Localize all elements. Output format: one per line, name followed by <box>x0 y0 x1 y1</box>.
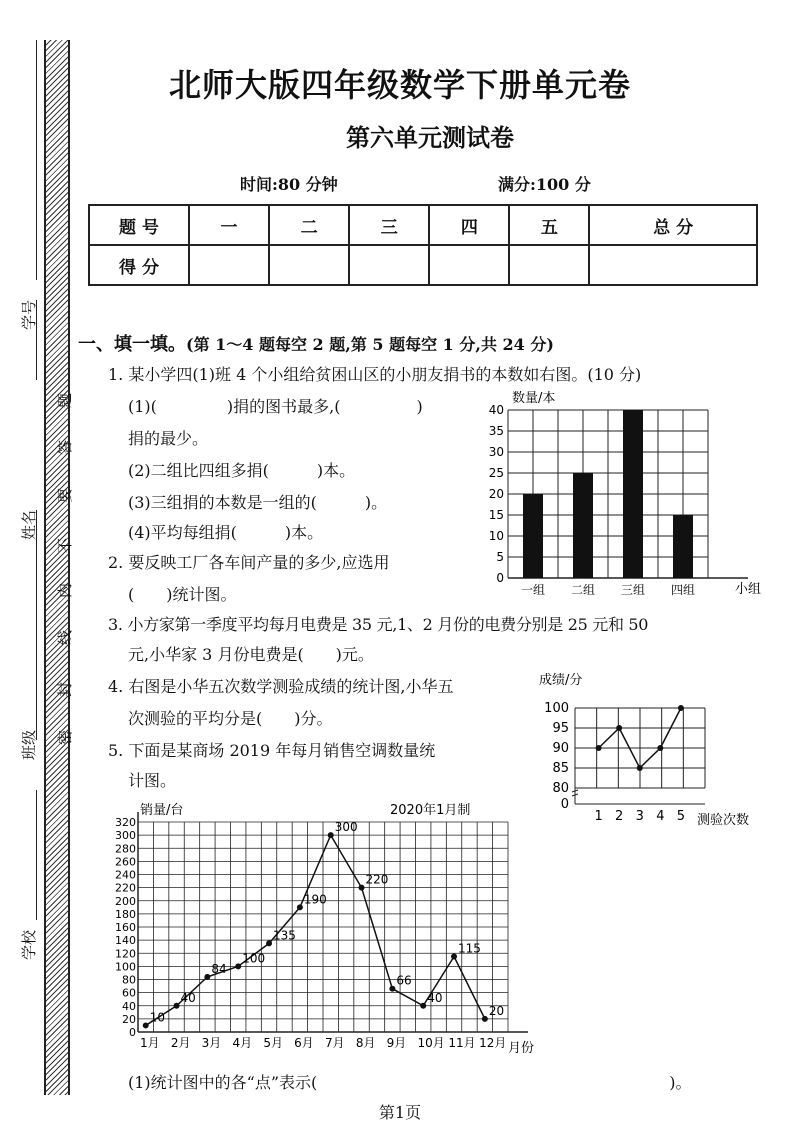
y-tick-label: 200 <box>115 894 136 908</box>
y-tick-label: 0 <box>560 797 569 812</box>
data-point <box>297 904 303 910</box>
line-chart-sales <box>108 800 568 1062</box>
score-cell[interactable] <box>189 245 269 285</box>
y-tick-label: 10 <box>488 529 504 543</box>
y-tick-label: 0 <box>496 571 504 585</box>
x-tick-label: 三组 <box>620 583 646 597</box>
score-table-score-row <box>89 245 757 285</box>
data-point <box>266 940 272 946</box>
school-label: 学校 <box>20 929 38 960</box>
table-header-cell: 四 <box>429 205 509 245</box>
x-tick-label: 一组 <box>520 583 546 597</box>
page-subtitle: 第六单元测试卷 <box>346 124 514 152</box>
x-tick-label: 11月 <box>448 1036 476 1050</box>
x-tick-label: 4月 <box>232 1036 253 1050</box>
sales-chart-xlabel: 月份 <box>508 1041 535 1056</box>
data-point <box>657 745 663 751</box>
y-tick-label: 100 <box>544 701 569 716</box>
bar <box>523 494 543 578</box>
y-tick-label: 160 <box>115 921 136 934</box>
seal-char: 题 <box>56 392 74 408</box>
y-tick-label: 40 <box>488 403 504 417</box>
data-point <box>616 725 622 731</box>
data-label: 115 <box>458 941 481 956</box>
data-label: 40 <box>427 990 443 1005</box>
score-cell[interactable] <box>429 245 509 285</box>
table-header-cell: 三 <box>349 205 429 245</box>
x-tick-label: 二组 <box>570 583 596 597</box>
y-tick-label: 0 <box>129 1026 136 1039</box>
q1-1-part-b: )捐的图书最多,( <box>226 397 341 416</box>
bar-chart-xlabel: 小组 <box>735 582 762 597</box>
bar-chart-books <box>470 388 790 603</box>
data-label: 10 <box>149 1010 165 1025</box>
seal-char: 要 <box>56 487 74 503</box>
table-header-cell: 总 分 <box>589 205 757 245</box>
section-note: (第 1～4 题每空 2 题,第 5 题每空 1 分,共 24 分) <box>186 335 554 354</box>
table-header-cell: 一 <box>189 205 269 245</box>
y-tick-label: 80 <box>122 973 136 987</box>
question-2-cont: ( )统计图。 <box>128 585 237 604</box>
score-cell[interactable] <box>269 245 349 285</box>
page-number: 第1页 <box>378 1103 422 1122</box>
exam-time: 时间:80 分钟 <box>240 175 338 194</box>
x-tick-label: 8月 <box>355 1036 376 1050</box>
table-header-cell: 题 号 <box>89 205 189 245</box>
y-tick-label: 85 <box>552 761 569 776</box>
seal-char: 密 <box>56 729 74 745</box>
x-tick-label: 6月 <box>294 1036 314 1050</box>
x-tick-label: 7月 <box>325 1036 345 1050</box>
y-tick-label: 280 <box>115 842 136 856</box>
y-tick-label: 90 <box>552 741 569 756</box>
seal-char: 不 <box>56 537 74 553</box>
data-point <box>143 1022 149 1028</box>
x-tick-label: 1 <box>594 809 603 824</box>
full-score: 满分:100 分 <box>498 175 591 194</box>
binding-strip <box>44 40 70 1095</box>
question-2: 2. 要反映工厂各车间产量的多少,应选用 <box>108 553 390 572</box>
y-tick-label: 180 <box>115 907 136 921</box>
y-tick-label: 240 <box>115 868 136 882</box>
school-line <box>36 790 37 920</box>
y-tick-label: 320 <box>115 816 136 829</box>
score-chart-xlabel: 测验次数 <box>697 813 750 828</box>
q1-1-part-a: (1)( <box>128 397 157 416</box>
sales-chart-ylabel: 销量/台 <box>140 803 184 818</box>
data-point <box>678 705 684 711</box>
section-heading: 一、填一填。 <box>78 334 186 355</box>
data-point <box>359 885 365 891</box>
y-tick-label: 140 <box>115 934 136 948</box>
class-label: 班级 <box>20 729 38 760</box>
class-line <box>36 510 37 740</box>
question-1-1-cont: 捐的最少。 <box>128 429 209 448</box>
y-tick-label: 80 <box>552 781 569 796</box>
data-label: 220 <box>365 872 389 887</box>
score-cell[interactable] <box>589 245 757 285</box>
y-tick-label: 20 <box>488 487 504 501</box>
y-tick-label: 35 <box>488 424 504 438</box>
x-tick-label: 2 <box>615 809 624 824</box>
score-cell[interactable] <box>509 245 589 285</box>
x-tick-label: 1月 <box>140 1036 160 1050</box>
x-tick-label: 9月 <box>386 1036 407 1050</box>
y-tick-label: 260 <box>115 855 136 869</box>
data-point <box>420 1003 426 1009</box>
data-point <box>451 954 457 960</box>
data-point <box>174 1003 180 1009</box>
question-1-2: (2)二组比四组多捐( )本。 <box>128 461 356 480</box>
data-point <box>637 765 643 771</box>
data-label: 40 <box>180 990 196 1005</box>
y-tick-label: 120 <box>115 947 136 961</box>
y-tick-label: 300 <box>115 829 136 843</box>
table-row-label: 得 分 <box>89 245 189 285</box>
question-3: 3. 小方家第一季度平均每月电费是 35 元,1、2 月份的电费分别是 25 元和 50 <box>108 615 649 634</box>
question-1: 1. 某小学四(1)班 4 个小组给贫困山区的小朋友捐书的本数如右图。(10 分) <box>108 365 642 384</box>
x-tick-label: 2月 <box>170 1036 191 1050</box>
score-table-header-row <box>89 205 757 245</box>
sales-chart-annotation: 2020年1月制 <box>390 803 471 818</box>
data-label: 100 <box>242 951 266 966</box>
score-chart-ylabel: 成绩/分 <box>539 673 583 688</box>
data-label: 190 <box>303 892 327 907</box>
data-label: 20 <box>488 1003 505 1018</box>
data-label: 66 <box>396 973 412 988</box>
bar <box>623 410 643 578</box>
data-label: 84 <box>211 961 227 976</box>
question-1-3: (3)三组捐的本数是一组的( )。 <box>128 493 388 512</box>
name-label: 姓名 <box>20 509 38 540</box>
seal-char: 封 <box>56 681 74 697</box>
bar <box>673 515 693 578</box>
y-tick-label: 15 <box>488 508 504 522</box>
seal-char: 答 <box>56 439 74 455</box>
q1-1-part-c: ) <box>416 397 423 416</box>
score-table <box>88 204 758 286</box>
data-point <box>482 1016 488 1022</box>
x-tick-label: 5月 <box>263 1036 283 1050</box>
x-tick-label: 3月 <box>201 1036 222 1050</box>
y-tick-label: 40 <box>122 999 136 1013</box>
y-tick-label: 5 <box>496 550 504 564</box>
score-cell[interactable] <box>349 245 429 285</box>
bar <box>573 473 593 578</box>
question-1-1 <box>128 394 423 417</box>
table-header-cell: 五 <box>509 205 589 245</box>
x-tick-label: 5 <box>676 809 686 824</box>
question-3-cont: 元,小华家 3 月份电费是( )元。 <box>128 645 374 664</box>
question-4-cont: 次测验的平均分是( )分。 <box>128 709 333 728</box>
question-1-4: (4)平均每组捐( )本。 <box>128 523 324 542</box>
data-point <box>328 832 334 838</box>
seal-char: 内 <box>56 582 74 598</box>
data-point <box>596 745 602 751</box>
y-tick-label: 25 <box>488 466 504 480</box>
seal-char: 线 <box>56 629 74 645</box>
table-header-cell: 二 <box>269 205 349 245</box>
y-tick-label: 20 <box>122 1012 136 1026</box>
bar-chart-ylabel: 数量/本 <box>512 391 556 406</box>
student-id-label: 学号 <box>20 299 38 330</box>
line-chart-scores <box>535 668 795 833</box>
y-tick-label: 60 <box>122 986 136 1000</box>
data-point <box>204 974 210 980</box>
y-tick-label: 100 <box>115 960 136 974</box>
question-5-cont: 计图。 <box>128 771 177 790</box>
page-title: 北师大版四年级数学下册单元卷 <box>168 66 631 104</box>
question-5: 5. 下面是某商场 2019 年每月销售空调数量统 <box>108 741 436 760</box>
y-tick-label: 30 <box>488 445 504 459</box>
data-point <box>389 986 395 992</box>
data-point <box>235 963 241 969</box>
data-label: 300 <box>334 820 358 835</box>
y-tick-label: 95 <box>552 721 569 736</box>
question-5-1: (1)统计图中的各“点”表示( )。 <box>128 1073 692 1092</box>
y-tick-label: 220 <box>115 881 136 895</box>
x-tick-label: 3 <box>635 809 644 824</box>
x-tick-label: 10月 <box>417 1036 445 1050</box>
x-tick-label: 四组 <box>670 583 696 597</box>
x-tick-label: 4 <box>656 809 665 824</box>
x-tick-label: 12月 <box>479 1036 507 1050</box>
question-4: 4. 右图是小华五次数学测验成绩的统计图,小华五 <box>108 677 454 696</box>
data-label: 135 <box>273 928 296 943</box>
